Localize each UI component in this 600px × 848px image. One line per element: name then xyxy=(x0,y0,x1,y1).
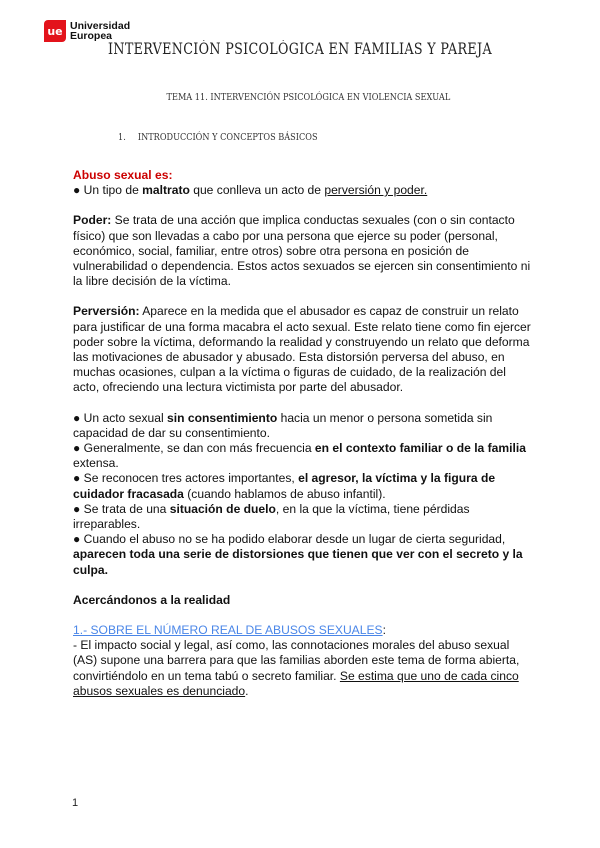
text-run: hacia un menor o persona sometida sin capacidad de dar su consentimiento. xyxy=(73,410,493,440)
logo-badge: ue xyxy=(44,20,66,42)
subheading-link[interactable]: 1.- SOBRE EL NÚMERO REAL DE ABUSOS SEXUALES xyxy=(73,623,383,638)
logo-wordmark xyxy=(70,21,130,41)
list-item xyxy=(73,532,535,578)
text-run: , en la que la víctima, tiene pérdidas irreparables. xyxy=(73,501,470,532)
section-heading xyxy=(118,132,318,143)
realidad-subheading xyxy=(73,623,535,638)
abuso-heading: Abuso sexual es: xyxy=(73,168,173,182)
document-body xyxy=(73,168,535,699)
bold-run: aparecen toda una serie de distorsiones que tienen que ver con el secreto y la culpa. xyxy=(73,547,523,577)
perversion-label: Perversión: xyxy=(73,304,140,319)
text-run: que conlleva un acto de xyxy=(189,183,325,198)
realidad-heading xyxy=(73,593,535,608)
bold-run: en el contexto familiar o de la familia xyxy=(314,441,526,456)
section-title: INTRODUCCIÓN Y CONCEPTOS BÁSICOS xyxy=(137,132,318,143)
underlined-run: perversión y poder. xyxy=(324,183,428,198)
bold-run: maltrato xyxy=(142,183,190,198)
logo-line-2: Europea xyxy=(70,30,113,42)
document-title: INTERVENCIÓN PSICOLÓGICA EN FAMILIAS Y PAREJA xyxy=(108,40,492,58)
realidad-paragraph xyxy=(73,638,535,699)
bold-run: sin consentimiento xyxy=(167,410,278,425)
perversion-text: Aparece en la medida que el abusador es capaz de construir un relato para justificar de una forma macabra el acto sexual. Este relato tiene como fin ejercer poder sobre la víctima, deformando la realidad y construyendo un relato que deforma las motivaciones de abusador y abusado. Esta distorsión perversa del abuso, en muchas ocasiones, culpan a la víctima o figuras de cuidado, de la realización del acto, ofreciendo una lectura victimista por parte del abusador. xyxy=(73,304,531,395)
list-item xyxy=(73,471,535,501)
bold-run: situación de duelo xyxy=(169,501,276,516)
text-run: (cuando hablamos de abuso infantil). xyxy=(183,486,386,501)
text-run: ● Cuando el abuso no se ha podido elaborar desde un lugar de cierta seguridad, xyxy=(73,532,506,547)
text-run: ● Un tipo de xyxy=(73,183,143,198)
text-run: . xyxy=(245,683,249,698)
section-number: 1. xyxy=(118,132,126,143)
abuso-bullet xyxy=(73,183,535,198)
bold-run: el agresor, la víctima y la figura de cuidador fracasada xyxy=(73,471,496,501)
list-item xyxy=(73,411,535,441)
list-item xyxy=(73,441,535,471)
poder-label: Poder: xyxy=(73,213,112,228)
text-run: ● Generalmente, se dan con más frecuencia xyxy=(73,441,315,456)
list-item xyxy=(73,502,535,532)
poder-text: Se trata de una acción que implica conductas sexuales (con o sin contacto físico) que son llevadas a cabo por una persona que ejerce su poder (personal, económico, social, familiar, entre otros) sobre otra persona en posición de vulnerabilidad o dependencia. Estos actos sexuados se ejercen sin consentimiento ni la libre decisión de la víctima. xyxy=(73,213,531,289)
topic-subtitle: TEMA 11. INTERVENCIÓN PSICOLÓGICA EN VIOLENCIA SEXUAL xyxy=(166,92,451,103)
text-run: ● Se reconocen tres actores importantes, xyxy=(73,471,299,486)
text-run: - El impacto social y legal, así como, las connotaciones morales del abuso sexual (AS) supone una barrera para que las familias aborden este tema de forma abierta, convirtiéndolo en un tema tabú o secreto familiar. xyxy=(73,638,520,683)
page-number: 1 xyxy=(72,797,79,809)
logo-line-1: Universidad xyxy=(70,20,131,32)
text-run: extensa. xyxy=(73,456,119,471)
poder-paragraph xyxy=(73,213,535,289)
text-run: ● Un acto sexual xyxy=(73,410,168,425)
text-run: ● Se trata de una xyxy=(73,501,170,516)
realidad-heading-text: Acercándonos a la realidad xyxy=(73,592,231,607)
perversion-paragraph xyxy=(73,304,535,395)
university-logo xyxy=(44,20,130,42)
text-run: : xyxy=(382,623,386,638)
underlined-run: Se estima que uno de cada cinco abusos sexuales es denunciado xyxy=(73,668,519,698)
